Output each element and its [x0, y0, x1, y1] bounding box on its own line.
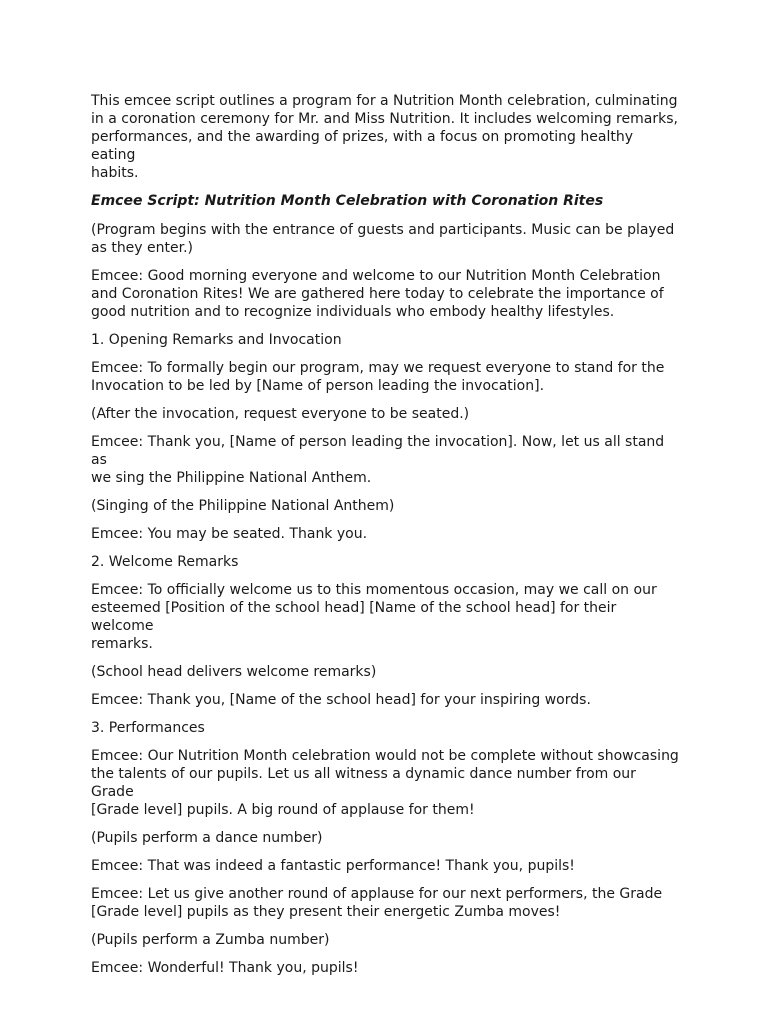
section-heading: 1. Opening Remarks and Invocation [91, 332, 342, 348]
emcee-line: Emcee: Thank you, [Name of the school head] for your inspiring words. [91, 692, 591, 708]
emcee-line: Emcee: You may be seated. Thank you. [91, 526, 368, 542]
document-page [91, 92, 681, 987]
section-heading: 2. Welcome Remarks [91, 554, 239, 570]
stage-direction: (After the invocation, request everyone to be seated.) [91, 406, 470, 422]
stage-direction: (Program begins with the entrance of guests and participants. Music can be played as they enter.) [91, 222, 675, 256]
emcee-line: Emcee: To formally begin our program, may we request everyone to stand for the Invocation to be led by [Name of person leading the invocation]. [91, 360, 665, 394]
summary-paragraph: This emcee script outlines a program for a Nutrition Month celebration, culminating in a coronation ceremony for Mr. and Miss Nutrition. It includes welcoming remarks, performances, and the awarding of prizes, with a focus on promoting healthy eating habits. [91, 93, 678, 181]
emcee-line: Emcee: To officially welcome us to this momentous occasion, may we call on our esteemed [Position of the school head] [Name of the school head] for their welcome remarks. [91, 582, 657, 652]
emcee-line: Emcee: Wonderful! Thank you, pupils! [91, 960, 359, 976]
stage-direction: (Singing of the Philippine National Anthem) [91, 498, 395, 514]
stage-direction: (School head delivers welcome remarks) [91, 664, 377, 680]
script-title: Emcee Script: Nutrition Month Celebration with Coronation Rites [91, 193, 604, 209]
section-heading: 3. Performances [91, 720, 205, 736]
emcee-line: Emcee: Good morning everyone and welcome to our Nutrition Month Celebration and Coronation Rites! We are gathered here today to celebrate the importance of good nutrition and to recognize individuals who embody healthy lifestyles. [91, 268, 664, 320]
emcee-line: Emcee: Our Nutrition Month celebration would not be complete without showcasing the talents of our pupils. Let us all witness a dynamic dance number from our Grade [Grade level] pupils. A big round of applause for them! [91, 748, 679, 818]
emcee-line: Emcee: Thank you, [Name of person leading the invocation]. Now, let us all stand as we sing the Philippine National Anthem. [91, 434, 665, 486]
stage-direction: (Pupils perform a dance number) [91, 830, 323, 846]
emcee-line: Emcee: Let us give another round of applause for our next performers, the Grade [Grade level] pupils as they present their energetic Zumba moves! [91, 886, 663, 920]
emcee-line: Emcee: That was indeed a fantastic performance! Thank you, pupils! [91, 858, 575, 874]
stage-direction: (Pupils perform a Zumba number) [91, 932, 330, 948]
